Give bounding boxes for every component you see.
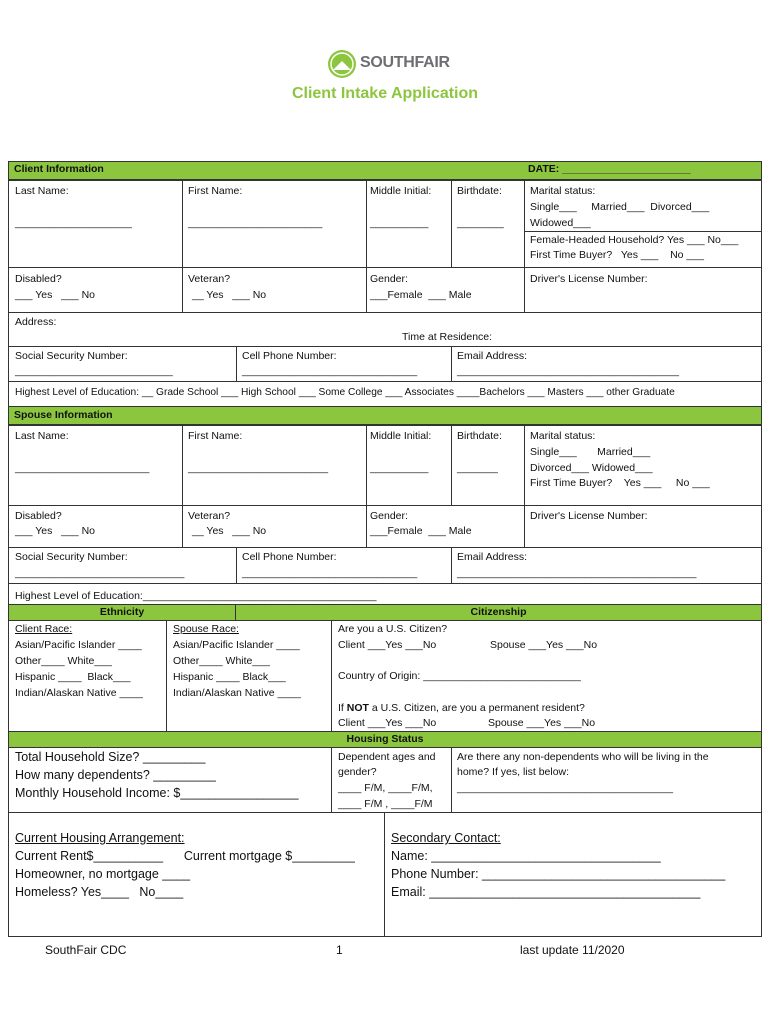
non-dependents-question-2: home? If yes, list below: [457,766,570,778]
spouse-disabled-options[interactable]: ___ Yes ___ No [15,525,95,537]
client-birthdate-field[interactable]: ________ [457,217,504,229]
secondary-name-field[interactable]: Name: _________________________________ [391,849,661,863]
client-race-hispanic[interactable]: Hispanic ____ Black___ [15,671,131,683]
client-drivers-license-label: Driver's License Number: [530,273,648,285]
spouse-marital-options[interactable]: Single___ Married___ [530,446,651,458]
citizen-question: Are you a U.S. Citizen? [338,623,448,635]
spouse-last-name-field[interactable]: _______________________ [15,462,150,474]
address-label: Address: [15,316,57,328]
homeowner-field[interactable]: Homeowner, no mortgage ____ [15,867,191,881]
client-first-name-label: First Name: [188,185,243,197]
client-ssn-label: Social Security Number: [15,350,128,362]
non-dependents-question: Are there any non-dependents who will be living in the [457,751,709,763]
client-section-title: Client Information [14,163,104,175]
homeless-field[interactable]: Homeless? Yes____ No____ [15,885,184,899]
spouse-ssn-field[interactable]: _____________________________ [15,567,185,579]
female-headed-field[interactable]: Female-Headed Household? Yes ___ No___ [530,234,739,246]
client-race-label: Client Race: [15,623,73,635]
spouse-first-time-buyer[interactable]: First Time Buyer? Yes ___ No ___ [530,477,710,489]
client-veteran-label: Veteran? [188,273,231,285]
country-of-origin-field[interactable]: Country of Origin: ___________________________ [338,670,581,682]
logo-text: SOUTHFAIR [360,54,450,71]
spouse-race-indian[interactable]: Indian/Alaskan Native ____ [173,687,301,699]
time-at-residence-label: Time at Residence: [402,331,493,343]
logo [327,48,450,80]
dependents-field[interactable]: How many dependents? _________ [15,768,216,782]
dependent-ages-label: Dependent ages and [338,751,436,763]
spouse-cell-field[interactable]: ______________________________ [242,567,418,579]
client-veteran-options[interactable]: __ Yes ___ No [192,289,267,301]
spouse-marital-options-2[interactable]: Divorced___ Widowed___ [530,462,653,474]
spouse-ssn-label: Social Security Number: [15,551,128,563]
client-last-name-field[interactable]: ____________________ [15,217,132,229]
spouse-disabled-label: Disabled? [15,510,62,522]
client-email-label: Email Address: [457,350,528,362]
housing-arrangement-label: Current Housing Arrangement: [15,831,185,845]
non-dependents-field[interactable]: _____________________________________ [457,782,674,794]
spouse-race-label: Spouse Race: [173,623,239,635]
client-race-indian[interactable]: Indian/Alaskan Native ____ [15,687,143,699]
spouse-cell-label: Cell Phone Number: [242,551,337,563]
spouse-section-bar [8,406,762,425]
client-disabled-options[interactable]: ___ Yes ___ No [15,289,95,301]
monthly-income-field[interactable]: Monthly Household Income: $_________________ [15,786,299,800]
spouse-middle-field[interactable]: __________ [370,462,429,474]
spouse-race-hispanic[interactable]: Hispanic ____ Black___ [173,671,286,683]
citizenship-heading: Citizenship [470,606,527,618]
client-disabled-label: Disabled? [15,273,62,285]
spouse-first-name-label: First Name: [188,430,243,442]
client-ssn-field[interactable]: ___________________________ [15,365,173,377]
client-marital-label: Marital status: [530,185,596,197]
client-race-other[interactable]: Other____ White___ [15,655,112,667]
spouse-resident-options[interactable]: Spouse ___Yes ___No [488,717,596,729]
client-middle-field[interactable]: __________ [370,217,429,229]
client-gender-options[interactable]: ___Female ___ Male [370,289,472,301]
spouse-veteran-label: Veteran? [188,510,231,522]
client-citizen-options[interactable]: Client ___Yes ___No [338,639,437,651]
spouse-gender-label: Gender: [370,510,408,522]
client-birthdate-label: Birthdate: [457,185,502,197]
client-gender-label: Gender: [370,273,408,285]
client-cell-field[interactable]: ______________________________ [242,365,418,377]
spouse-gender-options[interactable]: ___Female ___ Male [370,525,472,537]
spouse-email-label: Email Address: [457,551,528,563]
client-cell-label: Cell Phone Number: [242,350,337,362]
permanent-resident-question: If NOT a U.S. Citizen, are you a permanent resident? [338,702,585,714]
secondary-contact-label: Secondary Contact: [391,831,501,845]
secondary-phone-field[interactable]: Phone Number: ___________________________________ [391,867,726,881]
client-resident-options[interactable]: Client ___Yes ___No [338,717,437,729]
spouse-race-other[interactable]: Other____ White___ [173,655,270,667]
client-education-field[interactable]: Highest Level of Education: __ Grade School ___ High School ___ Some College ___ Associates ____Bachelors ___ Masters ___ other Graduate [15,387,675,398]
client-first-name-field[interactable]: _______________________ [188,217,323,229]
spouse-veteran-options[interactable]: __ Yes ___ No [192,525,267,537]
dependent-ages-field-2[interactable]: ____ F/M , ____F/M [338,798,433,810]
client-email-field[interactable]: ______________________________________ [457,365,679,377]
dependent-ages-field-1[interactable]: ____ F/M, ____F/M, [338,782,433,794]
spouse-last-name-label: Last Name: [15,430,69,442]
client-race-asian[interactable]: Asian/Pacific Islander ____ [15,639,142,651]
housing-heading: Housing Status [346,733,424,745]
household-size-field[interactable]: Total Household Size? _________ [15,750,206,764]
dependent-gender-label: gender? [338,766,377,778]
spouse-first-name-field[interactable]: ________________________ [188,462,329,474]
rent-mortgage-field[interactable]: Current Rent$__________ Current mortgage $_________ [15,849,355,863]
page-title: Client Intake Application [291,85,479,102]
spouse-birthdate-field[interactable]: _______ [457,462,498,474]
secondary-email-field[interactable]: Email: _______________________________________ [391,885,701,899]
southfair-logo-icon [327,49,357,79]
spouse-section-title: Spouse Information [14,409,113,421]
spouse-race-asian[interactable]: Asian/Pacific Islander ____ [173,639,300,651]
date-field[interactable]: DATE: ______________________ [528,163,691,175]
spouse-citizen-options[interactable]: Spouse ___Yes ___No [490,639,598,651]
spouse-email-field[interactable]: _________________________________________ [457,567,697,579]
footer-org: SouthFair CDC [45,943,127,957]
spouse-drivers-license-label: Driver's License Number: [530,510,648,522]
client-marital-widowed[interactable]: Widowed___ [530,217,591,229]
footer-last-update: last update 11/2020 [520,943,625,957]
footer-page-number: 1 [336,943,343,957]
spouse-education-field[interactable]: Highest Level of Education:________________________________________ [15,590,377,602]
ethnicity-heading: Ethnicity [99,606,145,618]
client-last-name-label: Last Name: [15,185,69,197]
spouse-birthdate-label: Birthdate: [457,430,502,442]
spouse-marital-label: Marital status: [530,430,596,442]
client-middle-label: Middle Initial: [370,185,432,197]
client-marital-options[interactable]: Single___ Married___ Divorced___ [530,201,710,213]
spouse-middle-label: Middle Initial: [370,430,432,442]
client-first-time-buyer[interactable]: First Time Buyer? Yes ___ No ___ [530,249,704,261]
